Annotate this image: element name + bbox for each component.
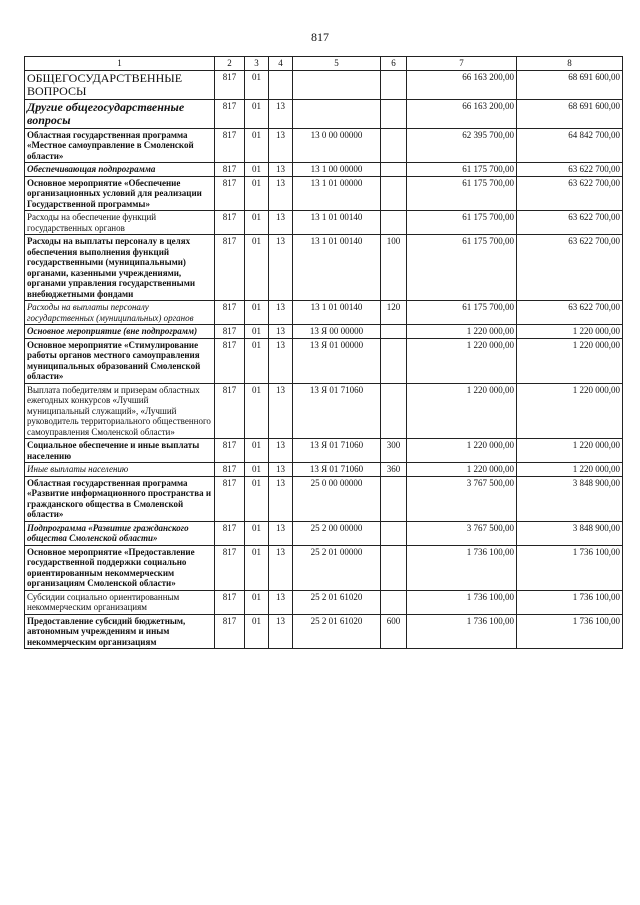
subsection-code-cell: 13	[269, 211, 293, 235]
amount-year-1-cell: 66 163 200,00	[407, 70, 517, 99]
expense-type-cell: 600	[381, 614, 407, 649]
ministry-code-cell: 817	[215, 590, 245, 614]
target-article-cell: 25 0 00 00000	[293, 476, 381, 521]
table-row	[25, 70, 623, 99]
item-name-cell: Подпрограмма «Развитие гражданского общества Смоленской области»	[25, 521, 215, 545]
ministry-code-cell: 817	[215, 128, 245, 163]
subsection-code-cell: 13	[269, 338, 293, 383]
header-cell: 2	[215, 57, 245, 71]
amount-year-1-cell: 61 175 700,00	[407, 176, 517, 211]
amount-year-1-cell: 61 175 700,00	[407, 211, 517, 235]
target-article-cell: 13 0 00 00000	[293, 128, 381, 163]
subsection-code-cell: 13	[269, 163, 293, 177]
item-name-cell: Основное мероприятие «Предоставление государственной поддержки социально ориентированным некоммерческим организациям Смоленской области»	[25, 545, 215, 590]
expense-type-cell: 100	[381, 235, 407, 301]
table-row	[25, 163, 623, 177]
expense-type-cell	[381, 176, 407, 211]
header-cell: 6	[381, 57, 407, 71]
target-article-cell	[293, 99, 381, 128]
item-name-cell: Основное мероприятие (вне подпрограмм)	[25, 325, 215, 339]
subsection-code-cell: 13	[269, 301, 293, 325]
amount-year-1-cell: 61 175 700,00	[407, 235, 517, 301]
subsection-code-cell: 13	[269, 439, 293, 463]
table-row	[25, 325, 623, 339]
ministry-code-cell: 817	[215, 614, 245, 649]
section-code-cell: 01	[245, 99, 269, 128]
amount-year-1-cell: 1 736 100,00	[407, 590, 517, 614]
table-row	[25, 521, 623, 545]
table-row	[25, 176, 623, 211]
section-code-cell: 01	[245, 235, 269, 301]
amount-year-2-cell: 1 220 000,00	[517, 338, 623, 383]
item-name-cell: Расходы на выплаты персоналу государственных (муниципальных) органов	[25, 301, 215, 325]
item-name-cell: Расходы на обеспечение функций государственных органов	[25, 211, 215, 235]
amount-year-2-cell: 3 848 900,00	[517, 521, 623, 545]
amount-year-1-cell: 66 163 200,00	[407, 99, 517, 128]
amount-year-1-cell: 3 767 500,00	[407, 521, 517, 545]
amount-year-1-cell: 3 767 500,00	[407, 476, 517, 521]
item-name-cell: Основное мероприятие «Стимулирование работы органов местного самоуправления муниципальных образований Смоленской области»	[25, 338, 215, 383]
amount-year-1-cell: 1 220 000,00	[407, 325, 517, 339]
target-article-cell: 25 2 00 00000	[293, 521, 381, 545]
item-name-cell: Социальное обеспечение и иные выплаты населению	[25, 439, 215, 463]
target-article-cell: 13 Я 01 71060	[293, 463, 381, 477]
table-row	[25, 439, 623, 463]
amount-year-2-cell: 1 220 000,00	[517, 383, 623, 439]
subsection-code-cell: 13	[269, 614, 293, 649]
amount-year-2-cell: 63 622 700,00	[517, 163, 623, 177]
expense-type-cell	[381, 590, 407, 614]
section-code-cell: 01	[245, 590, 269, 614]
subsection-code-cell: 13	[269, 590, 293, 614]
table-row	[25, 545, 623, 590]
ministry-code-cell: 817	[215, 211, 245, 235]
ministry-code-cell: 817	[215, 301, 245, 325]
section-code-cell: 01	[245, 176, 269, 211]
subsection-code-cell: 13	[269, 476, 293, 521]
ministry-code-cell: 817	[215, 338, 245, 383]
item-name-cell: Другие общегосударственные вопросы	[25, 99, 215, 128]
amount-year-1-cell: 1 736 100,00	[407, 614, 517, 649]
target-article-cell: 13 Я 01 71060	[293, 383, 381, 439]
subsection-code-cell	[269, 70, 293, 99]
ministry-code-cell: 817	[215, 383, 245, 439]
item-name-cell: Областная государственная программа «Развитие информационного пространства и гражданского общества в Смоленской области»	[25, 476, 215, 521]
table-row	[25, 211, 623, 235]
header-cell: 4	[269, 57, 293, 71]
item-name-cell: Областная государственная программа «Местное самоуправление в Смоленской области»	[25, 128, 215, 163]
table-row	[25, 235, 623, 301]
header-row	[25, 57, 623, 71]
subsection-code-cell: 13	[269, 235, 293, 301]
budget-table	[24, 56, 623, 649]
amount-year-1-cell: 61 175 700,00	[407, 301, 517, 325]
ministry-code-cell: 817	[215, 476, 245, 521]
header-cell: 8	[517, 57, 623, 71]
header-cell: 1	[25, 57, 215, 71]
header-cell: 7	[407, 57, 517, 71]
section-code-cell: 01	[245, 211, 269, 235]
amount-year-2-cell: 63 622 700,00	[517, 301, 623, 325]
item-name-cell: Расходы на выплаты персоналу в целях обеспечения выполнения функций государственными (муниципальными) органами, казенными учреждениями, органами управления государственными внебюджетными фондами	[25, 235, 215, 301]
expense-type-cell	[381, 545, 407, 590]
subsection-code-cell: 13	[269, 521, 293, 545]
expense-type-cell	[381, 163, 407, 177]
section-code-cell: 01	[245, 463, 269, 477]
item-name-cell: Иные выплаты населению	[25, 463, 215, 477]
ministry-code-cell: 817	[215, 439, 245, 463]
expense-type-cell	[381, 521, 407, 545]
ministry-code-cell: 817	[215, 163, 245, 177]
expense-type-cell	[381, 383, 407, 439]
ministry-code-cell: 817	[215, 325, 245, 339]
amount-year-1-cell: 62 395 700,00	[407, 128, 517, 163]
section-code-cell: 01	[245, 476, 269, 521]
ministry-code-cell: 817	[215, 235, 245, 301]
subsection-code-cell: 13	[269, 128, 293, 163]
item-name-cell: Выплата победителям и призерам областных ежегодных конкурсов «Лучший муниципальный служащий», «Лучший руководитель территориального общественного самоуправления Смоленской области»	[25, 383, 215, 439]
target-article-cell: 13 Я 00 00000	[293, 325, 381, 339]
table-row	[25, 301, 623, 325]
section-code-cell: 01	[245, 383, 269, 439]
subsection-code-cell: 13	[269, 325, 293, 339]
expense-type-cell	[381, 211, 407, 235]
section-code-cell: 01	[245, 439, 269, 463]
ministry-code-cell: 817	[215, 70, 245, 99]
expense-type-cell	[381, 70, 407, 99]
table-row	[25, 590, 623, 614]
ministry-code-cell: 817	[215, 545, 245, 590]
subsection-code-cell: 13	[269, 545, 293, 590]
section-code-cell: 01	[245, 163, 269, 177]
expense-type-cell	[381, 338, 407, 383]
target-article-cell: 25 2 01 61020	[293, 590, 381, 614]
table-row	[25, 383, 623, 439]
section-code-cell: 01	[245, 614, 269, 649]
amount-year-1-cell: 1 736 100,00	[407, 545, 517, 590]
subsection-code-cell: 13	[269, 176, 293, 211]
target-article-cell: 13 1 00 00000	[293, 163, 381, 177]
section-code-cell: 01	[245, 545, 269, 590]
target-article-cell: 13 1 01 00140	[293, 235, 381, 301]
section-code-cell: 01	[245, 521, 269, 545]
target-article-cell	[293, 70, 381, 99]
amount-year-2-cell: 1 220 000,00	[517, 439, 623, 463]
table-row	[25, 614, 623, 649]
section-code-cell: 01	[245, 301, 269, 325]
item-name-cell: Обеспечивающая подпрограмма	[25, 163, 215, 177]
table-row	[25, 463, 623, 477]
target-article-cell: 13 Я 01 71060	[293, 439, 381, 463]
target-article-cell: 25 2 01 61020	[293, 614, 381, 649]
table-row	[25, 476, 623, 521]
target-article-cell: 13 1 01 00140	[293, 301, 381, 325]
table-row	[25, 99, 623, 128]
section-code-cell: 01	[245, 325, 269, 339]
amount-year-2-cell: 64 842 700,00	[517, 128, 623, 163]
expense-type-cell	[381, 128, 407, 163]
ministry-code-cell: 817	[215, 99, 245, 128]
target-article-cell: 13 Я 01 00000	[293, 338, 381, 383]
expense-type-cell	[381, 99, 407, 128]
amount-year-2-cell: 68 691 600,00	[517, 99, 623, 128]
target-article-cell: 13 1 01 00000	[293, 176, 381, 211]
table-row	[25, 338, 623, 383]
ministry-code-cell: 817	[215, 521, 245, 545]
expense-type-cell: 300	[381, 439, 407, 463]
amount-year-2-cell: 1 220 000,00	[517, 463, 623, 477]
amount-year-2-cell: 1 736 100,00	[517, 590, 623, 614]
expense-type-cell: 120	[381, 301, 407, 325]
target-article-cell: 13 1 01 00140	[293, 211, 381, 235]
section-code-cell: 01	[245, 338, 269, 383]
header-cell: 5	[293, 57, 381, 71]
subsection-code-cell: 13	[269, 99, 293, 128]
amount-year-2-cell: 1 736 100,00	[517, 614, 623, 649]
expense-type-cell: 360	[381, 463, 407, 477]
amount-year-2-cell: 3 848 900,00	[517, 476, 623, 521]
amount-year-2-cell: 63 622 700,00	[517, 176, 623, 211]
header-cell: 3	[245, 57, 269, 71]
table-row	[25, 128, 623, 163]
expense-type-cell	[381, 325, 407, 339]
item-name-cell: ОБЩЕГОСУДАРСТВЕННЫЕ ВОПРОСЫ	[25, 70, 215, 99]
amount-year-2-cell: 1 736 100,00	[517, 545, 623, 590]
target-article-cell: 25 2 01 00000	[293, 545, 381, 590]
item-name-cell: Предоставление субсидий бюджетным, автономным учреждениям и иным некоммерческим организациям	[25, 614, 215, 649]
subsection-code-cell: 13	[269, 383, 293, 439]
section-code-cell: 01	[245, 128, 269, 163]
amount-year-1-cell: 1 220 000,00	[407, 383, 517, 439]
page-number: 817	[311, 30, 329, 44]
ministry-code-cell: 817	[215, 176, 245, 211]
section-code-cell: 01	[245, 70, 269, 99]
amount-year-2-cell: 63 622 700,00	[517, 211, 623, 235]
amount-year-1-cell: 1 220 000,00	[407, 338, 517, 383]
amount-year-1-cell: 1 220 000,00	[407, 463, 517, 477]
amount-year-2-cell: 68 691 600,00	[517, 70, 623, 99]
amount-year-2-cell: 1 220 000,00	[517, 325, 623, 339]
amount-year-1-cell: 1 220 000,00	[407, 439, 517, 463]
amount-year-2-cell: 63 622 700,00	[517, 235, 623, 301]
item-name-cell: Субсидии социально ориентированным некоммерческим организациям	[25, 590, 215, 614]
expense-type-cell	[381, 476, 407, 521]
item-name-cell: Основное мероприятие «Обеспечение организационных условий для реализации Государственной программы»	[25, 176, 215, 211]
amount-year-1-cell: 61 175 700,00	[407, 163, 517, 177]
subsection-code-cell: 13	[269, 463, 293, 477]
ministry-code-cell: 817	[215, 463, 245, 477]
